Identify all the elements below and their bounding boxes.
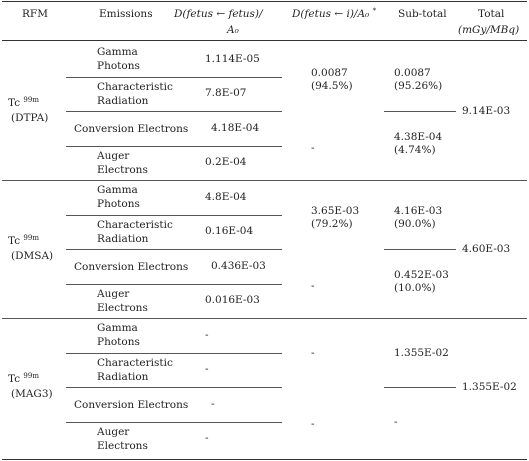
self-dose-value: 0.2E-04 <box>205 156 247 169</box>
header-dfetus-i: D(fetus ← i)/A₀ * <box>292 7 377 20</box>
electron-subtotal-value: (10.0%) <box>394 281 436 294</box>
emission-label: Gamma <box>97 322 138 334</box>
photon-d-value: 0.0087 <box>311 66 348 79</box>
emission-label: Radiation <box>97 94 149 107</box>
rfm-label: (MAG3) <box>11 388 53 400</box>
emission-label: Radiation <box>97 370 149 383</box>
self-dose-value: - <box>205 328 209 341</box>
header-bottom-rule <box>2 40 527 41</box>
header-dfetus-fetus: D(fetus ← fetus)/ <box>174 8 263 20</box>
emission-label: Auger <box>97 149 130 162</box>
emission-label: Photons <box>97 198 140 210</box>
top-rule <box>2 1 527 2</box>
photon-d-value: - <box>311 346 315 359</box>
emission-label: Electrons <box>97 163 148 176</box>
row-rule <box>66 284 282 285</box>
rfm-name: Tc $^{99m}$ <box>8 234 39 247</box>
self-dose-value: 4.8E-04 <box>205 190 247 203</box>
subtotal-rule <box>384 249 456 250</box>
emission-label: Electrons <box>97 301 148 314</box>
total-value: 9.14E-03 <box>462 105 511 117</box>
total-value: 4.60E-03 <box>462 243 511 255</box>
electron-subtotal-value: 0.452E-03 <box>394 268 449 281</box>
row-rule <box>66 353 282 354</box>
photon-subtotal-value: (95.26%) <box>394 79 443 92</box>
emission-label: Radiation <box>97 232 149 245</box>
row-rule <box>66 249 282 250</box>
electron-subtotal-value: (4.74%) <box>394 143 436 156</box>
self-dose-value: 4.18E-04 <box>211 121 260 134</box>
row-rule <box>66 146 282 147</box>
photon-subtotal-value: 4.16E-03 <box>394 204 443 217</box>
electron-d-value: - <box>311 141 315 154</box>
rfm-label: (DTPA) <box>11 112 49 124</box>
header-a0: A₀ <box>227 24 239 36</box>
emission-label: Conversion Electrons <box>74 122 189 135</box>
emission-label: Auger <box>97 425 130 438</box>
electron-subtotal-value: 4.38E-04 <box>394 130 443 143</box>
emission-label: Characteristic <box>97 356 173 369</box>
emission-label: Auger <box>97 287 130 300</box>
self-dose-value: - <box>205 432 209 445</box>
emission-label: Conversion Electrons <box>74 398 189 411</box>
rfm-name: Tc $^{99m}$ <box>8 96 39 109</box>
emission-label: Conversion Electrons <box>74 260 189 273</box>
emission-label: Electrons <box>97 439 148 452</box>
electron-d-value: - <box>311 279 315 292</box>
emission-label: Characteristic <box>97 218 173 231</box>
self-dose-value: 0.16E-04 <box>205 225 254 238</box>
emission-label: Photons <box>97 336 140 348</box>
header-rfm: RFM <box>22 8 48 20</box>
emission-label: Gamma <box>97 184 138 196</box>
photon-subtotal-value: (90.0%) <box>394 217 436 230</box>
row-rule <box>66 387 282 388</box>
header-subtotal: Sub-total <box>398 8 447 20</box>
bottom-rule <box>2 459 527 460</box>
rfm-label: (DMSA) <box>11 250 54 262</box>
header-emissions: Emissions <box>99 8 153 20</box>
photon-d-value: (79.2%) <box>311 217 353 230</box>
group-rule <box>2 318 527 319</box>
electron-d-value: - <box>311 417 315 430</box>
emission-label: Characteristic <box>97 80 173 93</box>
subtotal-rule <box>384 111 456 112</box>
self-dose-value: 7.8E-07 <box>205 87 247 100</box>
photon-d-value: 3.65E-03 <box>311 204 360 217</box>
electron-subtotal-value: - <box>394 415 398 428</box>
self-dose-value: - <box>211 397 215 410</box>
row-rule <box>66 111 282 112</box>
group-rule <box>2 180 527 181</box>
row-rule <box>66 422 282 423</box>
self-dose-value: 0.016E-03 <box>205 294 260 307</box>
total-value: 1.355E-02 <box>462 381 517 393</box>
header-total: Total <box>478 8 505 20</box>
subtotal-rule <box>384 387 456 388</box>
rfm-name: Tc $^{99m}$ <box>8 372 39 385</box>
emission-label: Photons <box>97 60 140 72</box>
emission-label: Gamma <box>97 46 138 58</box>
self-dose-value: 0.436E-03 <box>211 259 266 272</box>
photon-d-value: (94.5%) <box>311 79 353 92</box>
header-total-unit: (mGy/MBq) <box>458 24 520 36</box>
row-rule <box>66 77 282 78</box>
row-rule <box>66 215 282 216</box>
self-dose-value: 1.114E-05 <box>205 52 260 65</box>
self-dose-value: - <box>205 363 209 376</box>
photon-subtotal-value: 0.0087 <box>394 66 431 79</box>
photon-subtotal-value: 1.355E-02 <box>394 346 449 359</box>
